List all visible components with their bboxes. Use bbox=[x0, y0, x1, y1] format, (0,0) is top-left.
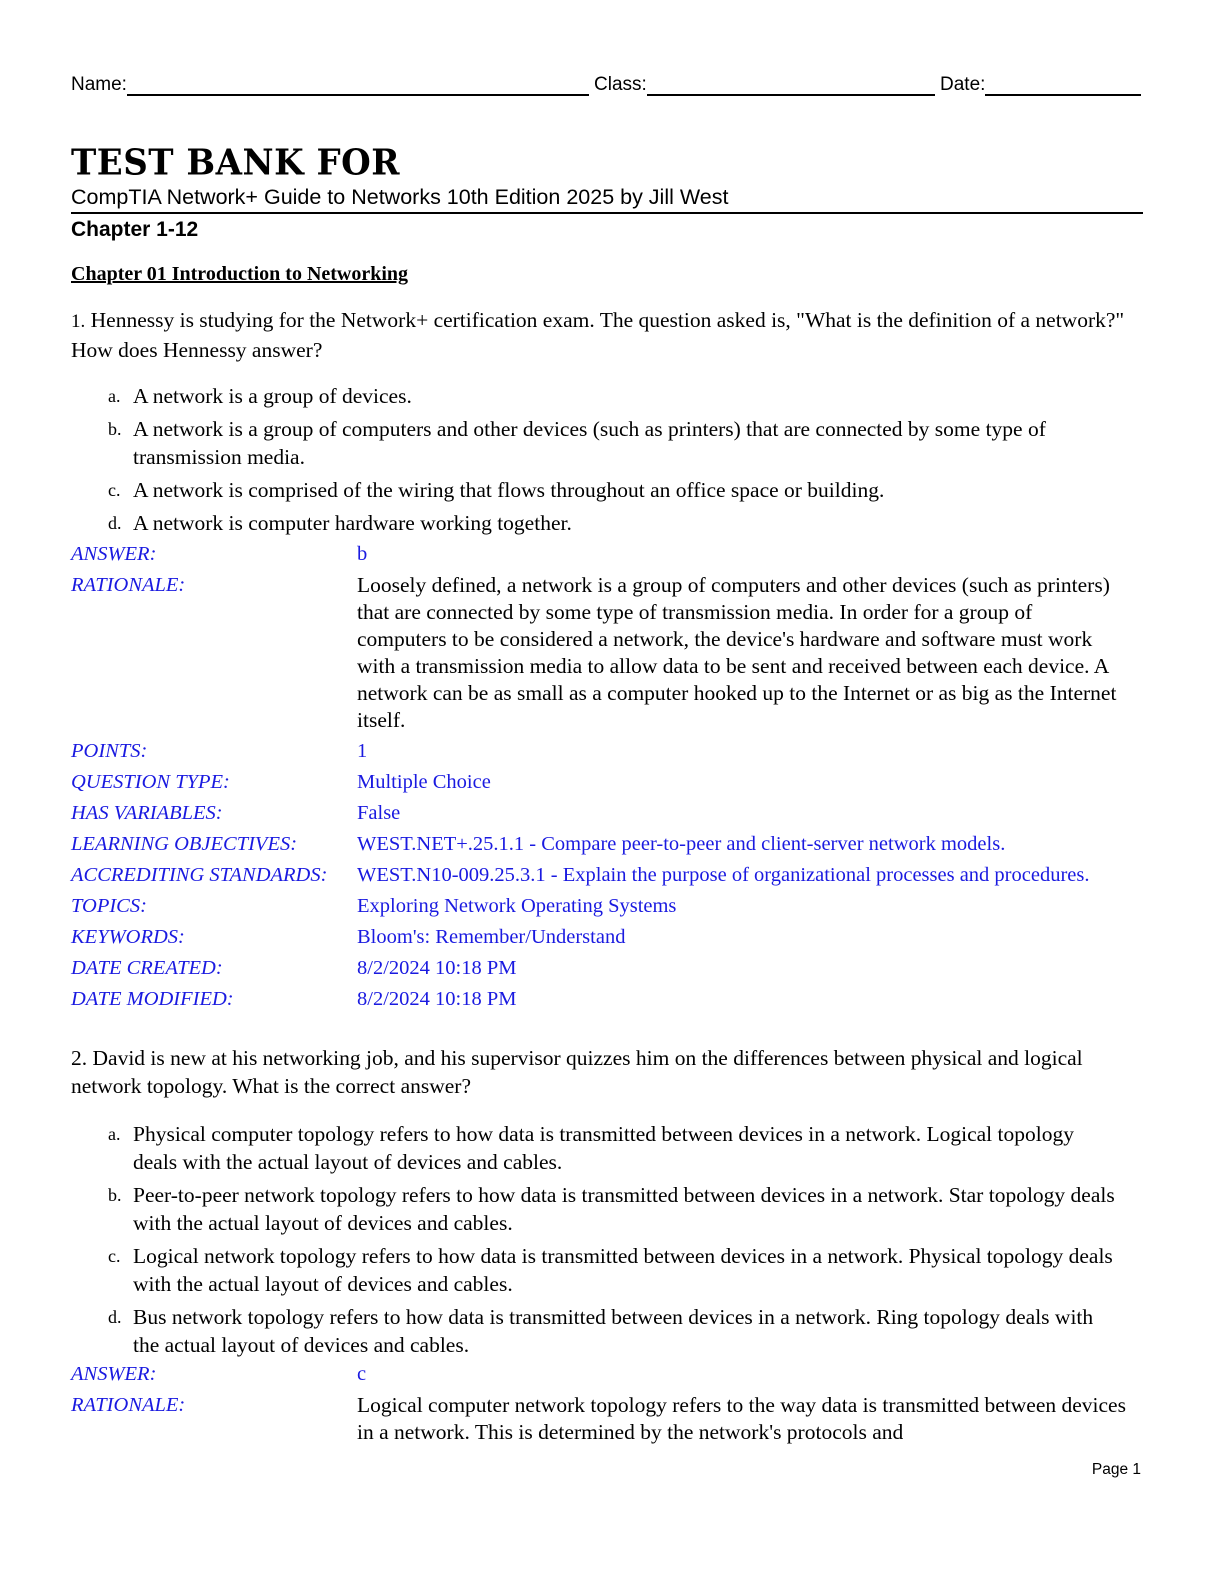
choice-text: Physical computer topology refers to how data is transmitted between devices in a network. Logical topology deals with the actual layout of devices and cables. bbox=[133, 1122, 1074, 1174]
choice-letter: a. bbox=[108, 1124, 121, 1144]
answer-label: ANSWER: bbox=[71, 543, 157, 565]
accrediting-standards-value: WEST.N10-009.25.3.1 - Explain the purpose of organizational processes and procedures. bbox=[357, 864, 1090, 886]
page-number: Page 1 bbox=[1091, 1461, 1141, 1478]
date-created-label: DATE CREATED: bbox=[71, 957, 223, 979]
header-fields bbox=[71, 70, 1141, 98]
choice-a bbox=[108, 1120, 1118, 1176]
answer-value: b bbox=[357, 543, 368, 565]
points-row bbox=[71, 738, 1151, 765]
date-modified-value: 8/2/2024 10:18 PM bbox=[357, 988, 517, 1010]
choice-text: A network is a group of devices. bbox=[133, 384, 412, 408]
points-label: POINTS: bbox=[71, 740, 148, 762]
has-variables-value: False bbox=[357, 802, 401, 824]
class-label: Class: bbox=[594, 74, 647, 95]
choice-text: A network is computer hardware working together. bbox=[133, 511, 572, 535]
choice-d bbox=[108, 509, 1118, 537]
points-value: 1 bbox=[357, 740, 368, 762]
learning-objectives-value: WEST.NET+.25.1.1 - Compare peer-to-peer and client-server network models. bbox=[357, 833, 1006, 855]
rationale-label: RATIONALE: bbox=[71, 574, 186, 596]
keywords-row bbox=[71, 924, 1151, 951]
date-label: Date: bbox=[940, 74, 986, 95]
question-2-choices bbox=[108, 1120, 1118, 1364]
rationale-text: Loosely defined, a network is a group of computers and other devices (such as printers) that are connected by some type of transmission media. In order for a group of computers to be considered a network, the device's hardware and software must work with a transmission media to allow data to be sent and received between each device. A network can be as small as a computer hooked up to the Internet or as big as the Internet itself. bbox=[357, 573, 1117, 732]
choice-letter: d. bbox=[108, 513, 122, 533]
has-variables-label: HAS VARIABLES: bbox=[71, 802, 223, 824]
question-text: Hennessy is studying for the Network+ certification exam. The question asked is, "What is the definition of a network?" How does Hennessy answer? bbox=[71, 308, 1125, 362]
book-subtitle: CompTIA Network+ Guide to Networks 10th Edition 2025 by Jill West bbox=[71, 185, 729, 209]
choice-letter: a. bbox=[108, 386, 121, 406]
has-variables-row bbox=[71, 800, 1151, 827]
date-created-row bbox=[71, 955, 1151, 982]
keywords-label: KEYWORDS: bbox=[71, 926, 185, 948]
topics-label: TOPICS: bbox=[71, 895, 147, 917]
choice-c bbox=[108, 476, 1118, 504]
answer-label: ANSWER: bbox=[71, 1363, 157, 1385]
rationale-text: Logical computer network topology refers to the way data is transmitted between devices in a network. This is determined by the network's protocols and bbox=[357, 1393, 1126, 1444]
learning-objectives-row bbox=[71, 831, 1151, 858]
topics-value: Exploring Network Operating Systems bbox=[357, 895, 677, 917]
question-type-row bbox=[71, 769, 1151, 796]
date-created-value: 8/2/2024 10:18 PM bbox=[357, 957, 517, 979]
choice-text: A network is a group of computers and other devices (such as printers) that are connected by some type of transmission media. bbox=[133, 417, 1046, 469]
accrediting-standards-row bbox=[71, 862, 1151, 889]
choice-b bbox=[108, 415, 1118, 471]
choice-text: Bus network topology refers to how data is transmitted between devices in a network. Ring topology deals with the actual layout of devices and cables. bbox=[133, 1305, 1094, 1357]
topics-row bbox=[71, 893, 1151, 920]
learning-objectives-label: LEARNING OBJECTIVES: bbox=[71, 833, 298, 855]
answer-row bbox=[71, 1361, 1151, 1388]
date-modified-label: DATE MODIFIED: bbox=[71, 988, 234, 1010]
choice-letter: b. bbox=[108, 419, 122, 439]
question-2-stem bbox=[71, 1044, 1146, 1100]
question-1-metadata bbox=[71, 541, 1151, 1017]
title-divider bbox=[71, 212, 1143, 214]
rationale-label: RATIONALE: bbox=[71, 1394, 186, 1416]
class-field bbox=[594, 70, 935, 96]
date-blank-line bbox=[985, 72, 1141, 96]
question-type-value: Multiple Choice bbox=[357, 771, 491, 793]
choice-text: Logical network topology refers to how data is transmitted between devices in a network. Physical topology deals with the actual layout of devices and cables. bbox=[133, 1244, 1113, 1296]
question-2-metadata bbox=[71, 1361, 1151, 1450]
choice-d bbox=[108, 1303, 1118, 1359]
rationale-row bbox=[71, 1392, 1151, 1446]
choice-letter: c. bbox=[108, 480, 121, 500]
date-field bbox=[940, 70, 1141, 96]
question-number: 2. bbox=[71, 1046, 88, 1070]
page-title: TEST BANK FOR bbox=[71, 142, 401, 184]
name-blank-line bbox=[127, 72, 589, 96]
choice-letter: c. bbox=[108, 1246, 121, 1266]
choice-c bbox=[108, 1242, 1118, 1298]
class-blank-line bbox=[647, 72, 935, 96]
chapter-range: Chapter 1-12 bbox=[71, 218, 199, 241]
rationale-row bbox=[71, 572, 1151, 734]
choice-a bbox=[108, 382, 1118, 410]
accrediting-standards-label: ACCREDITING STANDARDS: bbox=[71, 864, 328, 886]
question-1-choices bbox=[108, 382, 1118, 542]
section-title: Chapter 01 Introduction to Networking bbox=[71, 263, 409, 285]
answer-row bbox=[71, 541, 1151, 568]
choice-letter: b. bbox=[108, 1185, 122, 1205]
choice-letter: d. bbox=[108, 1307, 122, 1327]
choice-text: Peer-to-peer network topology refers to how data is transmitted between devices in a network. Star topology deals with the actual layout of devices and cables. bbox=[133, 1183, 1115, 1235]
question-text: David is new at his networking job, and his supervisor quizzes him on the differences between physical and logical network topology. What is the correct answer? bbox=[71, 1046, 1083, 1098]
question-type-label: QUESTION TYPE: bbox=[71, 771, 230, 793]
question-1-stem bbox=[71, 306, 1146, 364]
keywords-value: Bloom's: Remember/Understand bbox=[357, 926, 626, 948]
answer-value: c bbox=[357, 1363, 367, 1385]
name-field bbox=[71, 70, 589, 96]
date-modified-row bbox=[71, 986, 1151, 1013]
choice-b bbox=[108, 1181, 1118, 1237]
question-number: 1. bbox=[71, 311, 86, 332]
name-label: Name: bbox=[71, 74, 127, 95]
choice-text: A network is comprised of the wiring that flows throughout an office space or building. bbox=[133, 478, 885, 502]
